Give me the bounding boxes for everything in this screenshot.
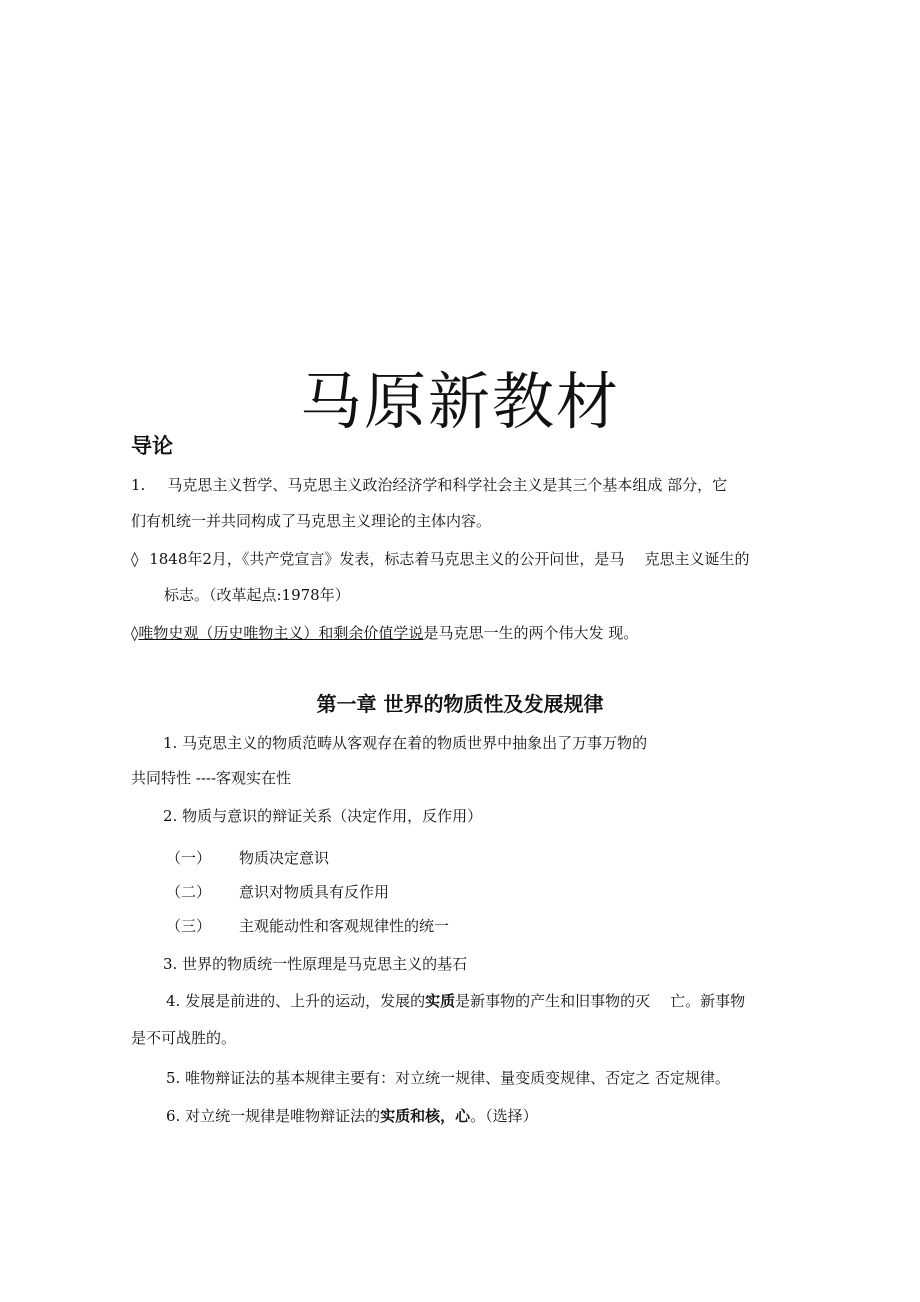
intro-item-2-text-b: 克思主义诞生的 (644, 550, 750, 568)
sub-item-1-text: 物质决定意识 (239, 849, 330, 867)
sub-item-2-number: （二） (166, 883, 212, 901)
para-4-text-c: 亡。新事物 (670, 992, 746, 1010)
sub-item-3-number: （三） (166, 917, 212, 935)
para-4-bold: 实质 (425, 992, 456, 1010)
intro-item-2-line-2: 标志。（改革起点:1978年） (164, 586, 350, 604)
para-6-text-a: 6. 对立统一规律是唯物辩证法的 (166, 1107, 381, 1125)
sub-item-3 (166, 915, 449, 936)
chapter-1-para-5: 5. 唯物辩证法的基本规律主要有：对立统一规律、量变质变规律、否定之 否定规律。 (166, 1069, 730, 1087)
chapter-1-para-4-line-2: 是不可战胜的。 (131, 1029, 237, 1047)
sub-item-1-number: （一） (166, 849, 212, 867)
chapter-1-para-2: 2. 物质与意识的辩证关系（决定作用，反作用） (163, 807, 483, 825)
chapter-1-para-4-line-1 (166, 990, 745, 1011)
intro-item-1-text: 马克思主义哲学、马克思主义政治经济学和科学社会主义是其三个基本组成 部分，它 (167, 476, 728, 494)
sub-item-2-text: 意识对物质具有反作用 (239, 883, 390, 901)
intro-item-3 (131, 622, 638, 643)
diamond-bullet-icon: ◊ (131, 550, 139, 568)
chapter-1-para-3: 3. 世界的物质统一性原理是马克思主义的基石 (163, 955, 468, 973)
intro-item-1-line-2: 们有机统一并共同构成了马克思主义理论的主体内容。 (131, 512, 492, 530)
intro-item-2-text-a: 1848年2月，《共产党宣言》发表，标志着马克思主义的公开问世，是马 (149, 550, 625, 568)
intro-item-3-underlined: 唯物史观（历史唯物主义）和剩余价值学说 (138, 624, 424, 642)
intro-item-3-rest: 是马克思一生的两个伟大发 现。 (423, 624, 639, 642)
chapter-1-para-1-line-2: 共同特性 ----客观实在性 (131, 769, 292, 787)
chapter-1-para-6 (166, 1105, 538, 1126)
chapter-1-heading: 第一章 世界的物质性及发展规律 (316, 692, 604, 716)
para-4-text-a: 4. 发展是前进的、上升的运动，发展的 (166, 992, 426, 1010)
diamond-bullet-icon: ◊ (131, 624, 139, 642)
intro-heading: 导论 (131, 434, 173, 458)
intro-item-2-line-1 (131, 548, 749, 569)
para-6-text-b: 。（选择） (470, 1107, 538, 1125)
sub-item-3-text: 主观能动性和客观规律性的统一 (239, 917, 450, 935)
intro-item-1-line-1 (131, 474, 727, 495)
sub-item-1 (166, 847, 329, 868)
intro-item-1-number: 1. (131, 476, 146, 494)
para-6-bold: 实质和核，心 (380, 1107, 471, 1125)
chapter-1-para-1-line-1: 1. 马克思主义的物质范畴从客观存在着的物质世界中抽象出了万事万物的 (163, 734, 648, 752)
para-4-text-b: 是新事物的产生和旧事物的灭 (455, 992, 651, 1010)
document-title: 马原新教材 (299, 365, 620, 438)
sub-item-2 (166, 881, 389, 902)
